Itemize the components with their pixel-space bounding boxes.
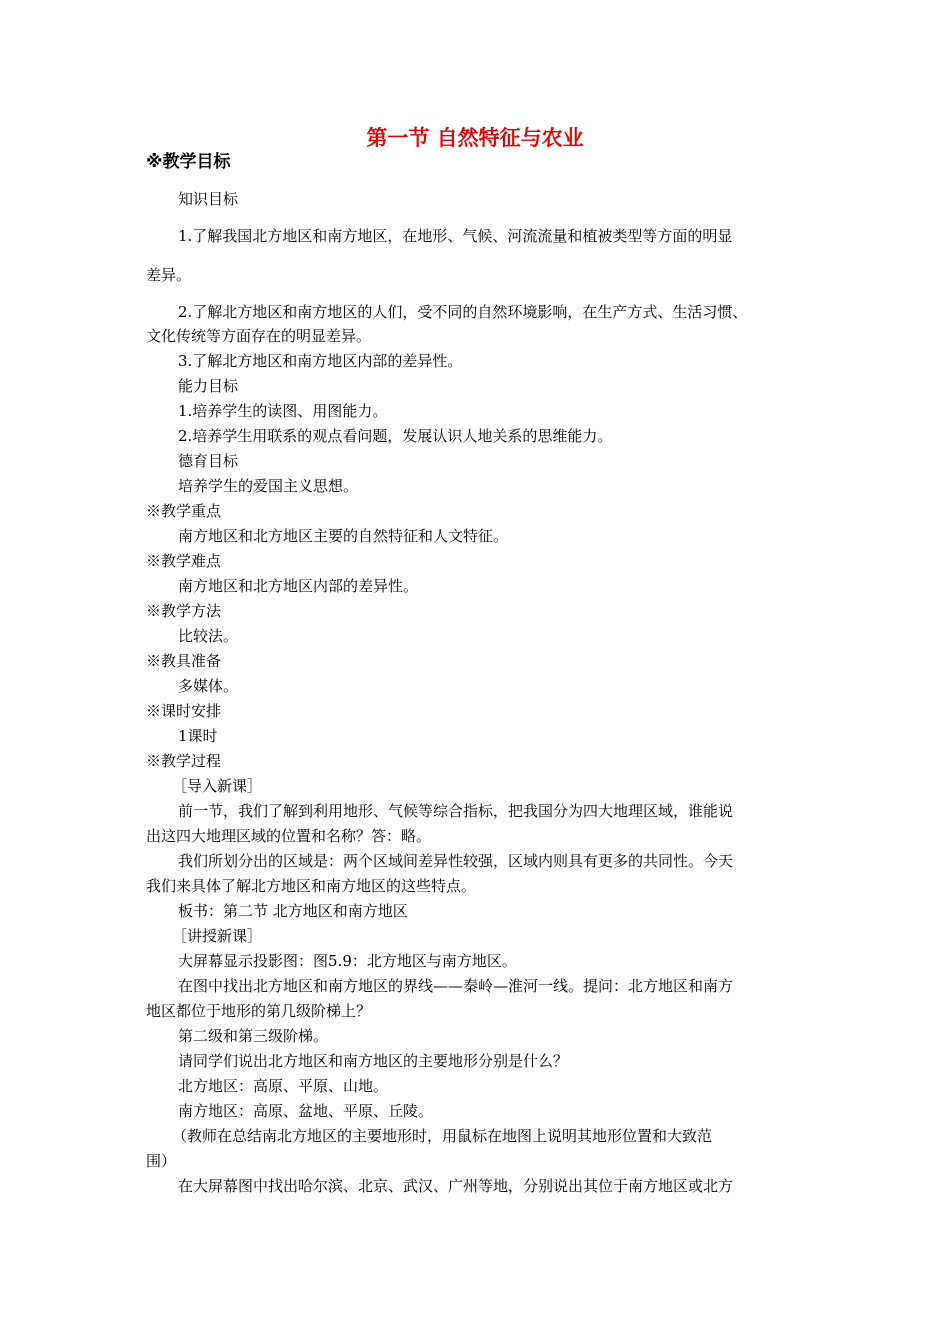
goal-1-line-1: 1.了解我国北方地区和南方地区，在地形、气候、河流流量和植被类型等方面的明显 <box>178 227 733 245</box>
key-points-heading: ※教学重点 <box>146 502 222 520</box>
tools-text: 多媒体。 <box>178 677 239 695</box>
process-heading: ※教学过程 <box>146 752 222 770</box>
lecture-4: 请同学们说出北方地区和南方地区的主要地形分别是什么？ <box>178 1052 569 1070</box>
goal-2-line-1: 2.了解北方地区和南方地区的人们，受不同的自然环境影响，在生产方式、生活习惯、 <box>178 303 748 321</box>
lecture-6: 南方地区：高原、盆地、平原、丘陵。 <box>178 1102 434 1120</box>
moral-goals-label: 德育目标 <box>178 452 239 470</box>
schedule-text: 1课时 <box>178 727 218 745</box>
goal-3: 3.了解北方地区和南方地区内部的差异性。 <box>178 352 463 370</box>
key-points-text: 南方地区和北方地区主要的自然特征和人文特征。 <box>178 527 509 545</box>
methods-heading: ※教学方法 <box>146 602 222 620</box>
lecture-5: 北方地区：高原、平原、山地。 <box>178 1077 389 1095</box>
lecture-8: 在大屏幕图中找出哈尔滨、北京、武汉、广州等地，分别说出其位于南方地区或北方 <box>178 1177 734 1195</box>
intro-2-line-1: 我们所划分出的区域是：两个区域间差异性较强，区域内则具有更多的共同性。今天 <box>178 852 734 870</box>
lecture-3: 第二级和第三级阶梯。 <box>178 1027 329 1045</box>
intro-1-line-2: 出这四大地理区域的位置和名称？答：略。 <box>146 827 432 845</box>
difficulties-heading: ※教学难点 <box>146 552 222 570</box>
ability-goals-label: 能力目标 <box>178 377 239 395</box>
intro-label: ［导入新课］ <box>172 777 263 795</box>
difficulties-text: 南方地区和北方地区内部的差异性。 <box>178 577 419 595</box>
lecture-7-line-2: 围） <box>146 1152 177 1170</box>
ability-2: 2.培养学生用联系的观点看问题，发展认识人地关系的思维能力。 <box>178 427 613 445</box>
intro-2-line-2: 我们来具体了解北方地区和南方地区的这些特点。 <box>146 877 477 895</box>
goal-1-line-2: 差异。 <box>146 266 192 284</box>
intro-1-line-1: 前一节，我们了解到利用地形、气候等综合指标，把我国分为四大地理区域，谁能说 <box>178 802 734 820</box>
goal-2-line-2: 文化传统等方面存在的明显差异。 <box>146 327 372 345</box>
schedule-heading: ※课时安排 <box>146 702 222 720</box>
tools-heading: ※教具准备 <box>146 652 222 670</box>
page-title: 第一节 自然特征与农业 <box>366 126 584 150</box>
teaching-goals-heading: ※教学目标 <box>146 152 231 172</box>
board-text: 板书：第二节 北方地区和南方地区 <box>178 902 408 920</box>
ability-1: 1.培养学生的读图、用图能力。 <box>178 402 388 420</box>
lecture-2-line-2: 地区都位于地形的第几级阶梯上？ <box>146 1002 372 1020</box>
lecture-2-line-1: 在图中找出北方地区和南方地区的界线——秦岭—淮河一线。提问：北方地区和南方 <box>178 977 734 995</box>
knowledge-goals-label: 知识目标 <box>178 190 239 208</box>
moral-1: 培养学生的爱国主义思想。 <box>178 477 359 495</box>
lecture-7-line-1: （教师在总结南北方地区的主要地形时，用鼠标在地图上说明其地形位置和大致范 <box>172 1127 713 1145</box>
methods-text: 比较法。 <box>178 627 239 645</box>
lecture-1: 大屏幕显示投影图：图5.9：北方地区与南方地区。 <box>178 952 517 970</box>
lecture-label: ［讲授新课］ <box>172 927 263 945</box>
